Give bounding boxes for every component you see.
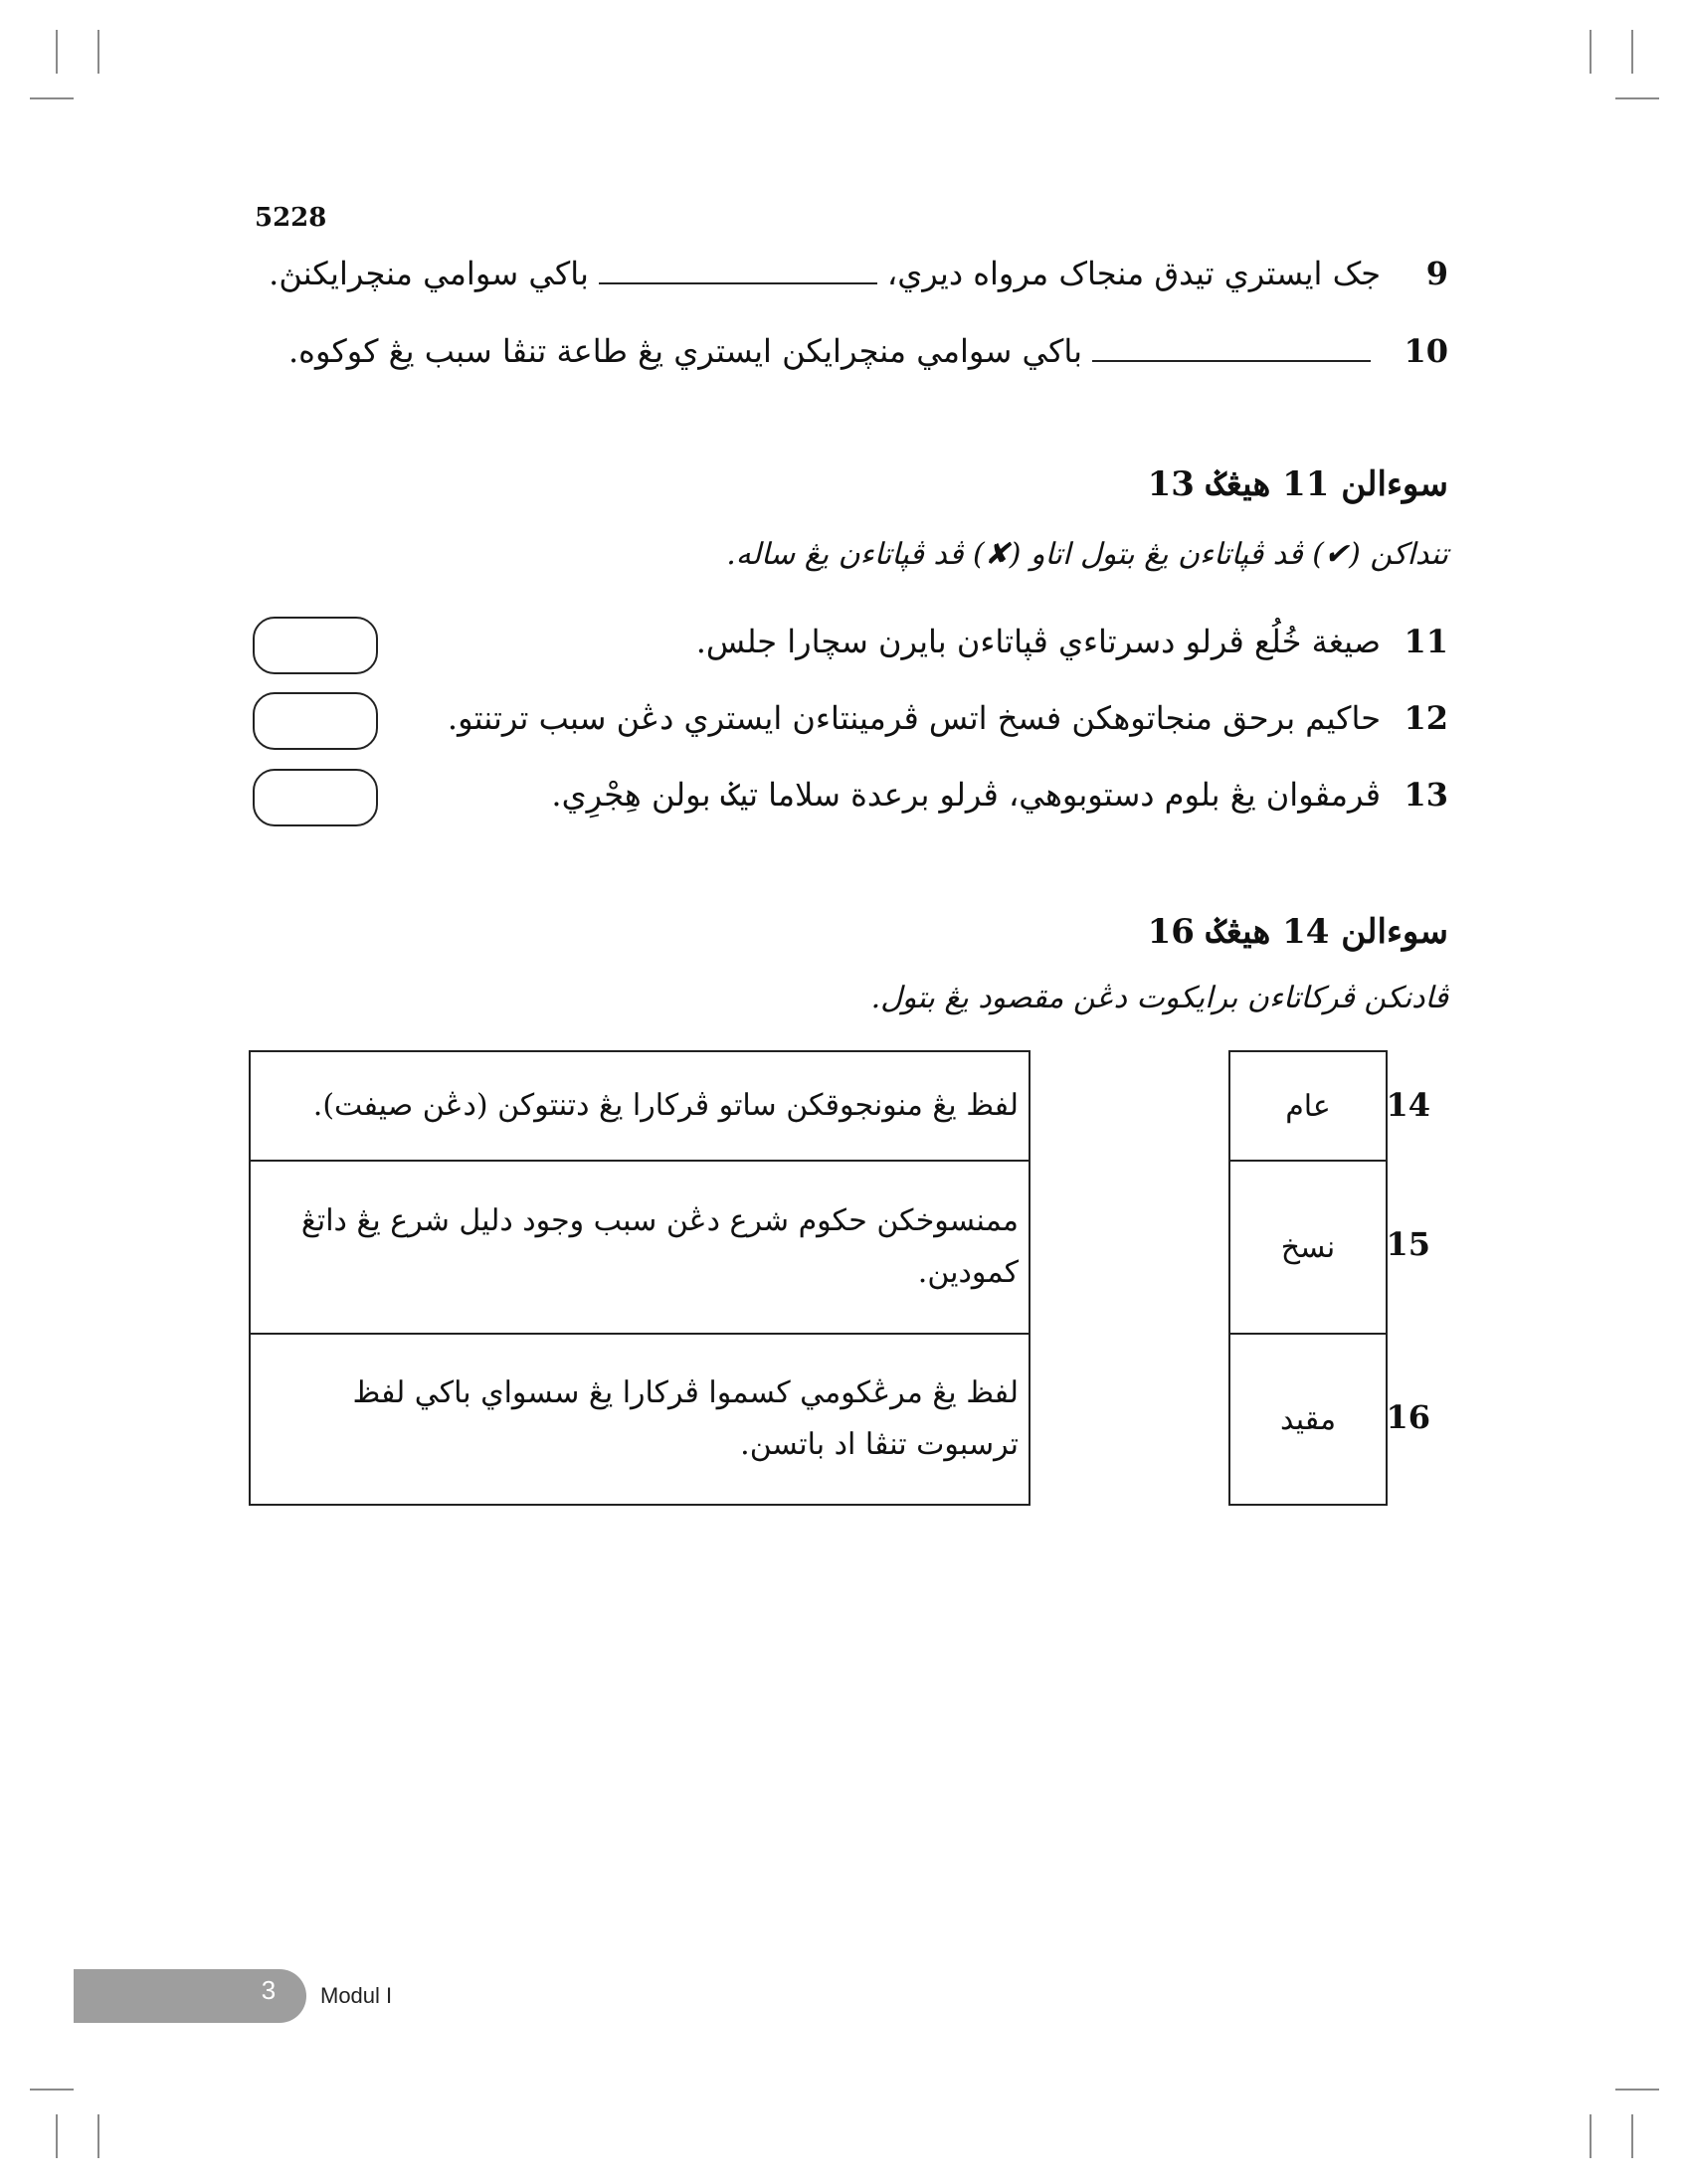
crop-mark xyxy=(1615,2089,1659,2091)
crop-mark xyxy=(30,97,74,99)
question-number: 13 xyxy=(1404,776,1448,814)
crop-mark xyxy=(97,30,99,74)
question-12 xyxy=(448,699,1448,737)
term-cell xyxy=(1230,1052,1386,1162)
crop-mark xyxy=(1590,2114,1592,2158)
question-number: 14 xyxy=(1386,1086,1430,1124)
term-cell xyxy=(1230,1162,1386,1335)
crop-mark xyxy=(1631,2114,1633,2158)
question-number: 12 xyxy=(1404,699,1448,737)
question-number: 15 xyxy=(1386,1225,1430,1263)
question-number: 16 xyxy=(1386,1398,1430,1436)
question-10 xyxy=(288,332,1448,370)
question-text-before: جک ايستري تيدق منجاک مرواه ديري، xyxy=(886,255,1381,292)
section-instruction: ڤادنکن ڤرکاتاءن برايکوت دڠن مقصود يڠ بتول. xyxy=(870,981,1448,1015)
definition-column xyxy=(249,1050,1031,1506)
page-number: 3 xyxy=(261,1975,277,2005)
crop-mark xyxy=(1615,97,1659,99)
answer-box-11[interactable] xyxy=(253,617,378,674)
question-number: 11 xyxy=(1404,623,1448,660)
section-instruction: تنداکن (✔) ڤد ڤڽاتاءن يڠ بتول اتاو (✘) ڤد ڤڽاتاءن يڠ ساله. xyxy=(726,537,1448,572)
section-heading: سوءالن 14 هيڠݢ 16 xyxy=(1147,912,1448,952)
definition-text: لفظ يڠ مرڠکومي کسموا ڤرکارا يڠ سسواي باکي لفظ ترسبوت تنڤا اد باتسن. xyxy=(352,1375,1019,1462)
crop-mark xyxy=(56,30,58,74)
definition-text: لفظ يڠ منونجوقکن ساتو ڤرکارا يڠ دتنتوکن (دڠن صيفت). xyxy=(312,1088,1019,1123)
question-text: ڤرمڤوان يڠ بلوم دستوبوهي، ڤرلو برعدة سلاما تيݢ بولن هِجْرِي. xyxy=(551,776,1381,814)
crop-mark xyxy=(1631,30,1633,74)
crop-mark xyxy=(1590,30,1592,74)
answer-box-12[interactable] xyxy=(253,692,378,750)
crop-mark xyxy=(56,2114,58,2158)
definition-cell xyxy=(251,1335,1029,1504)
crop-mark xyxy=(97,2114,99,2158)
answer-blank[interactable] xyxy=(1092,340,1371,362)
question-text-after: باکي سوامي منچرايکن ايستري يڠ طاعة تنڤا سبب يڠ کوکوه. xyxy=(288,332,1082,370)
question-text: حاکيم برحق منجاتوهکن فسخ اتس ڤرمينتاءن ايستري دڠن سبب ترتنتو. xyxy=(447,699,1381,737)
term-text: عام xyxy=(1285,1088,1331,1124)
question-text-after: باکي سوامي منچرايکنڽ. xyxy=(269,255,589,292)
question-number: 9 xyxy=(1425,255,1448,292)
module-label: Modul I xyxy=(320,1983,393,2008)
definition-cell xyxy=(251,1162,1029,1335)
term-text: مقيد xyxy=(1279,1401,1337,1437)
term-text: نسخ xyxy=(1280,1229,1336,1265)
crop-mark xyxy=(30,2089,74,2091)
question-number: 10 xyxy=(1404,332,1448,370)
answer-blank[interactable] xyxy=(599,263,877,284)
section-heading: سوءالن 11 هيڠݢ 13 xyxy=(1147,464,1448,504)
question-13 xyxy=(551,776,1448,814)
definition-cell xyxy=(251,1052,1029,1162)
paper-code: 5228 xyxy=(255,203,327,233)
question-text: صيغة خُلُع ڤرلو دسرتاءي ڤڽاتاءن بايرن سچارا جلس. xyxy=(695,623,1381,660)
question-9 xyxy=(269,255,1448,292)
definition-text: ممنسوخکن حکوم شرع دڠن سبب وجود دليل شرع يڠ داتڠ کمودين. xyxy=(300,1203,1019,1290)
question-11 xyxy=(696,623,1448,660)
term-column xyxy=(1228,1050,1388,1506)
answer-box-13[interactable] xyxy=(253,769,378,826)
term-cell xyxy=(1230,1335,1386,1504)
